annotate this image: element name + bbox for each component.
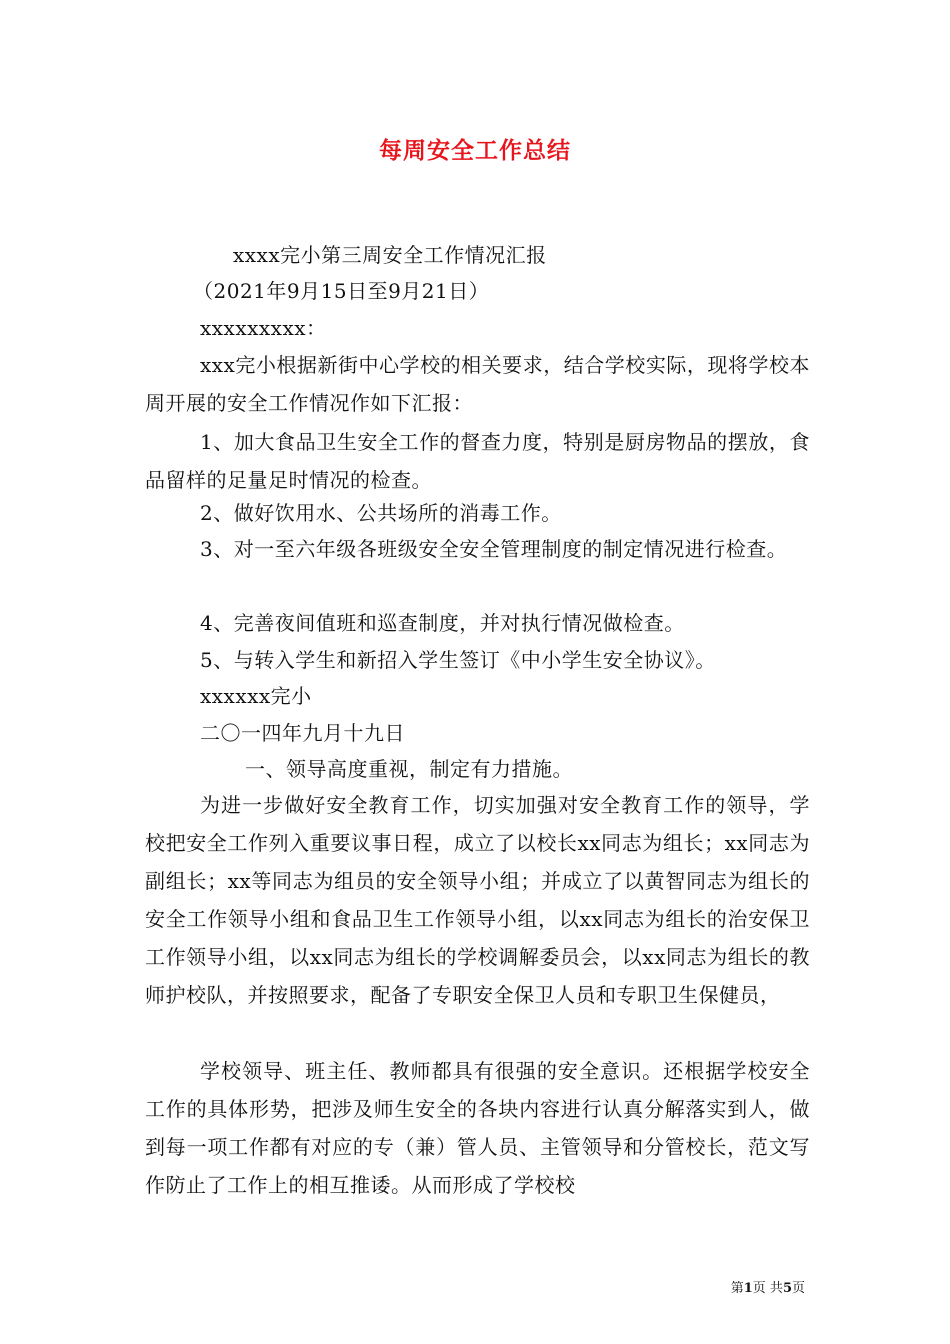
body-paragraph: 学校领导、班主任、教师都具有很强的安全意识。还根据学校安全工作的具体形势，把涉及师生安全的各块内容进行认真分解落实到人，做到每一项工作都有对应的专（兼）管人员、主管领导和分管校长，范文写作防止了工作上的相互推诿。从而形成了学校校 <box>145 1059 810 1197</box>
page-total: 5 <box>782 1281 792 1296</box>
report-heading: xxxx完小第三周安全工作情况汇报 <box>233 243 547 267</box>
list-item: 1、加大食品卫生安全工作的督查力度，特别是厨房物品的摆放，食品留样的足量足时情况的检查。 <box>145 430 810 492</box>
list-item: 4、完善夜间值班和巡查制度，并对执行情况做检查。 <box>200 611 685 635</box>
intro-paragraph: xxx完小根据新街中心学校的相关要求，结合学校实际，现将学校本周开展的安全工作情况作如下汇报： <box>145 353 810 415</box>
list-item: 3、对一至六年级各班级安全安全管理制度的制定情况进行检查。 <box>200 537 788 561</box>
page-footer: 第1页 共5页 <box>730 1281 805 1296</box>
body-paragraph: 为进一步做好安全教育工作，切实加强对安全教育工作的领导，学校把安全工作列入重要议事日程，成立了以校长xx同志为组长；xx同志为副组长；xx等同志为组员的安全领导小组；并成立了以黄智同志为组长的安全工作领导小组和食品卫生工作领导小组，以xx同志为组长的治安保卫工作领导小组，以xx同志为组长的学校调解委员会，以xx同志为组长的教师护校队，并按照要求，配备了专职安全保卫人员和专职卫生保健员， <box>145 793 810 1007</box>
salutation: xxxxxxxxx： <box>200 316 327 340</box>
date-range: （2021年9月15日至9月21日） <box>193 279 490 303</box>
list-item: 5、与转入学生和新招入学生签订《中小学生安全协议》。 <box>200 648 716 672</box>
sign-date: 二〇一四年九月十九日 <box>200 721 405 745</box>
document-title: 每周安全工作总结 <box>379 138 571 164</box>
list-item: 2、做好饮用水、公共场所的消毒工作。 <box>200 501 562 525</box>
page-number: 1 <box>743 1281 753 1296</box>
section-heading: 一、领导高度重视，制定有力措施。 <box>245 757 573 781</box>
signature: xxxxxx完小 <box>200 684 312 708</box>
